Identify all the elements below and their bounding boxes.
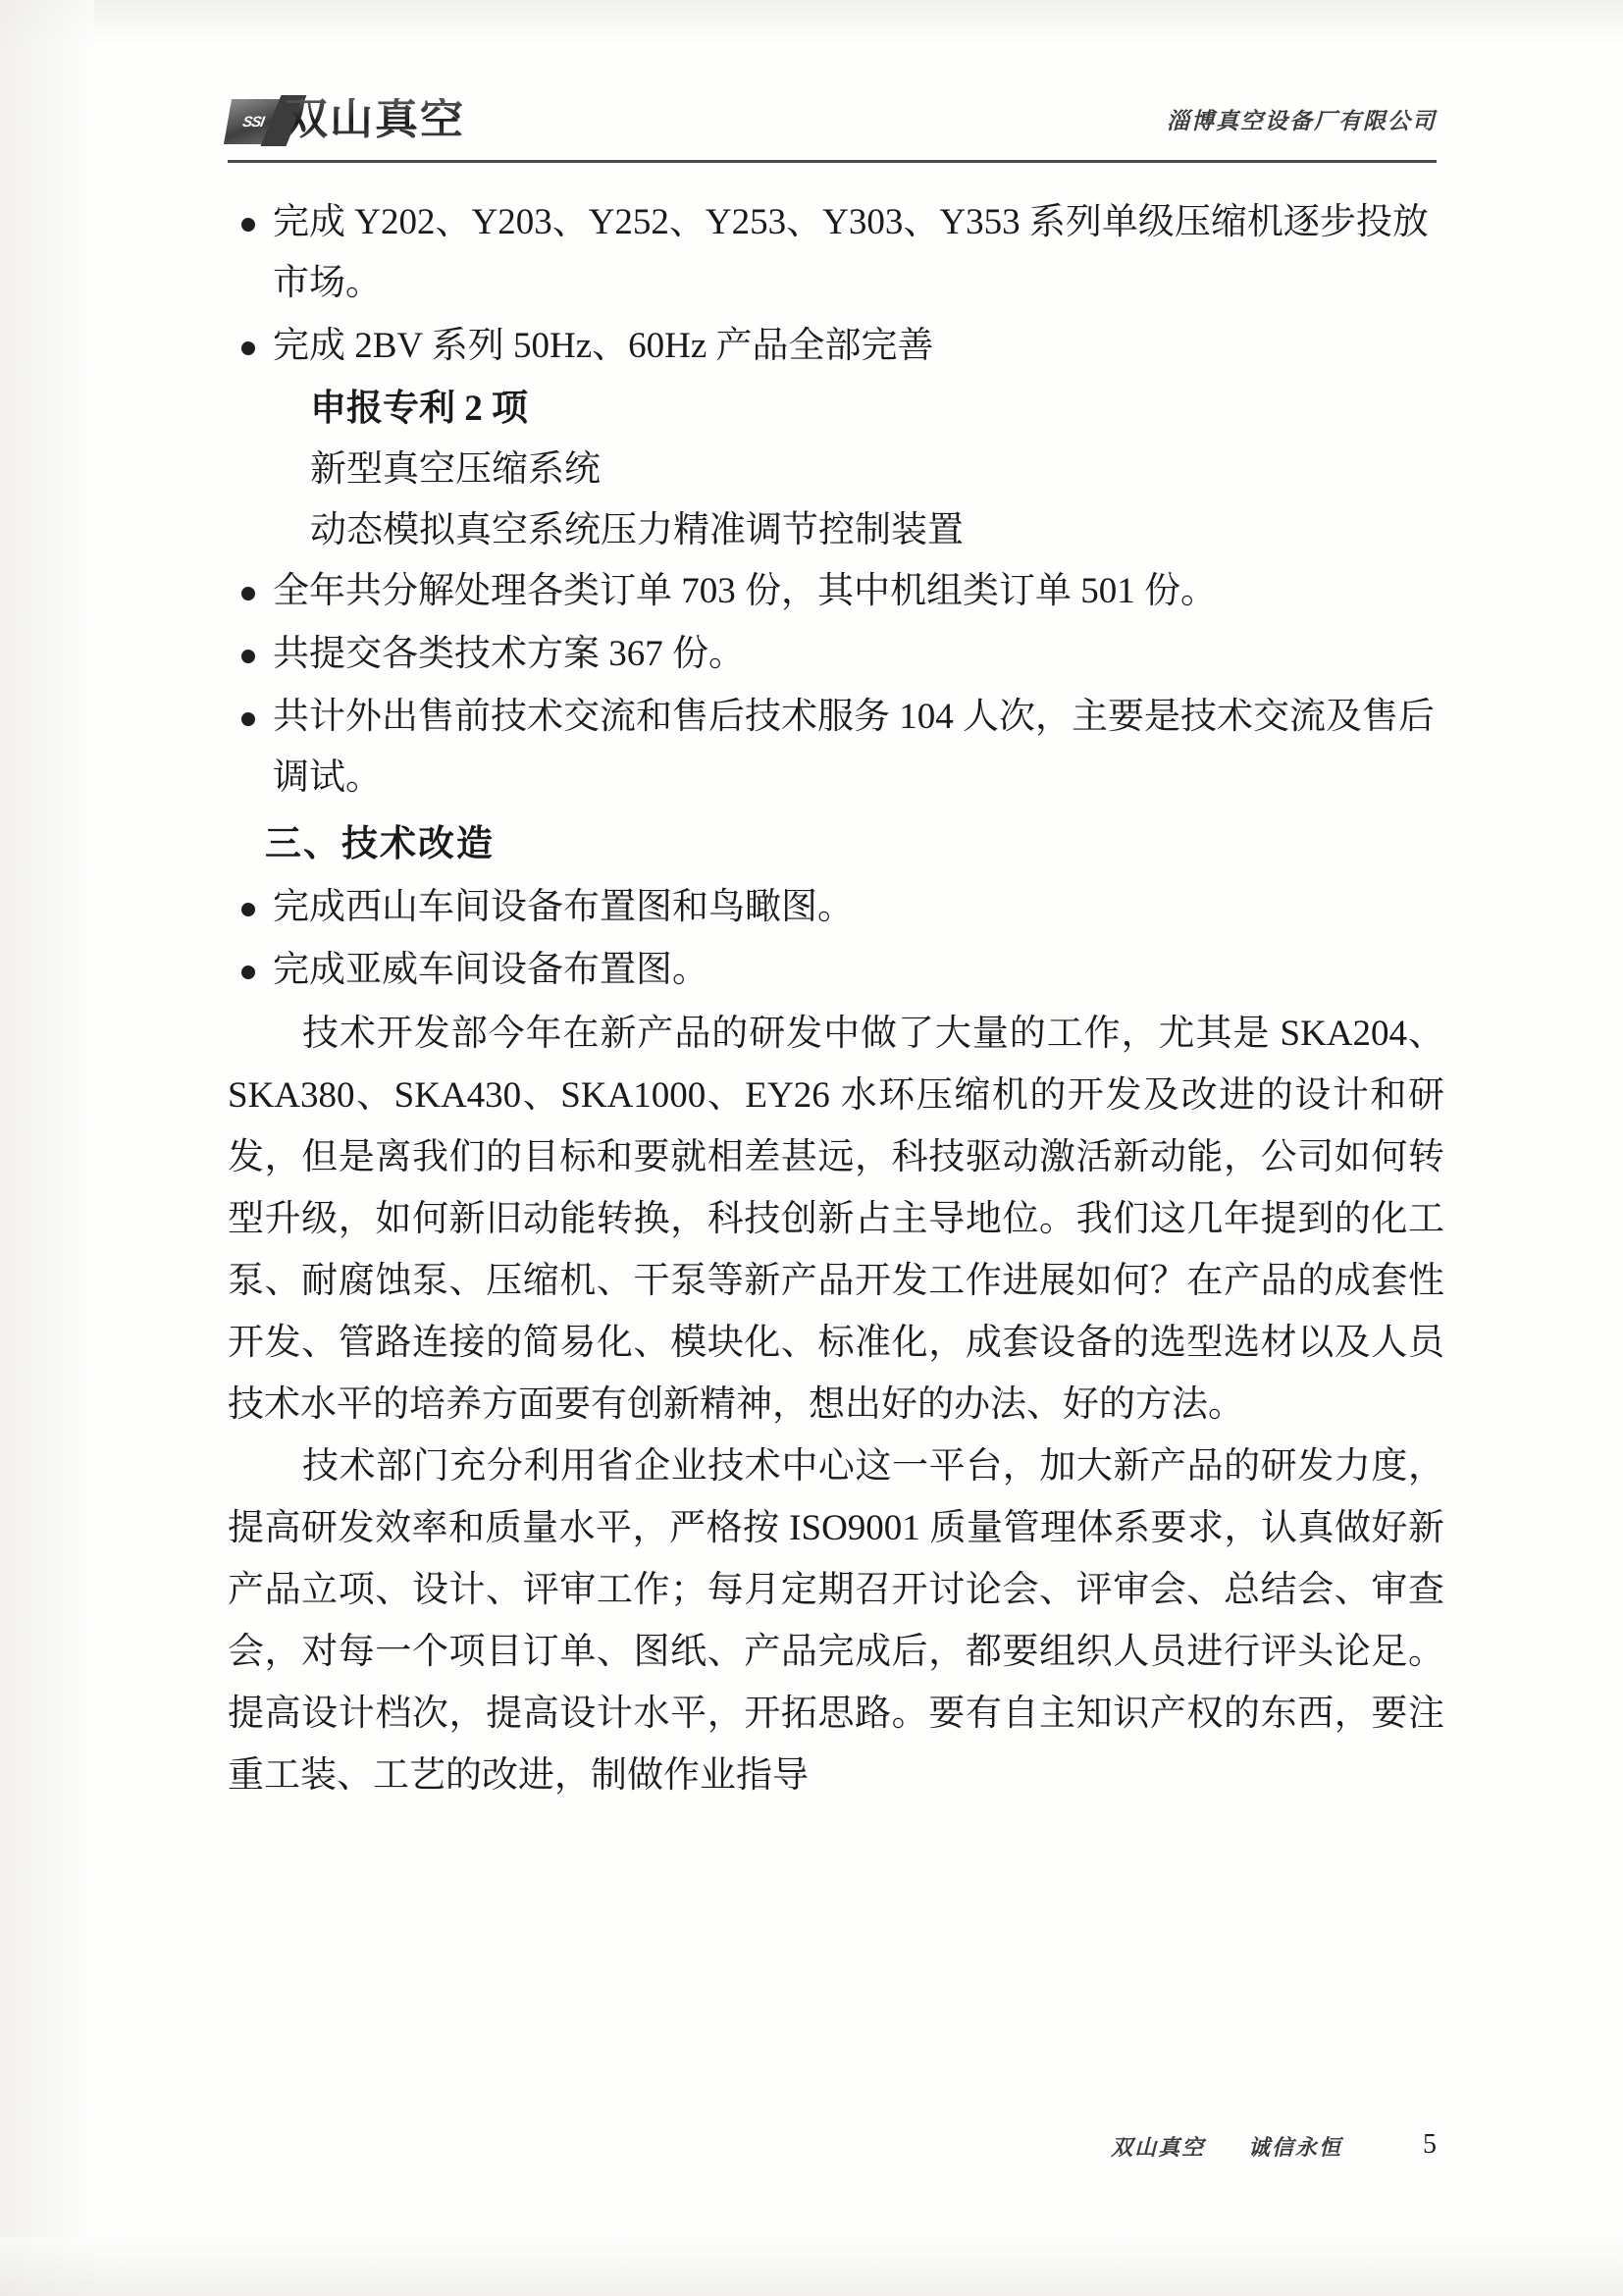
- company-name: 淄博真空设备厂有限公司: [1167, 109, 1437, 134]
- scan-edge-bottom: [0, 2237, 1623, 2296]
- list-item: [228, 877, 1444, 938]
- page-footer: [228, 2131, 1437, 2170]
- list-item-text: 完成西山车间设备布置图和鸟瞰图。: [273, 887, 854, 927]
- patent-item: 动态模拟真空系统压力精准调节控制装置: [310, 510, 964, 550]
- document-body: [228, 192, 1444, 1806]
- list-item: [228, 624, 1444, 685]
- scan-edge-left: [0, 0, 94, 2296]
- logo-badge: SSI: [224, 99, 283, 144]
- patent-heading: 申报专利 2 项: [310, 389, 528, 429]
- list-item: [228, 561, 1444, 622]
- body-paragraph: 技术开发部今年在新产品的研发中做了大量的工作，尤其是 SKA204、SKA380、SKA430、SKA1000、EY26 水环压缩机的开发及改进的设计和研发，但是离我们的目标和要就相差甚远，科技驱动激活新动能，公司如何转型升级，如何新旧动能转换，科技创新占主导地位。我们这几年提到的化工泵、耐腐蚀泵、压缩机、干泵等新产品开发工作进展如何？在产品的成套性开发、管路连接的简易化、模块化、标准化，成套设备的选型选材以及人员技术水平的培养方面要有创新精神，想出好的办法、好的方法。: [228, 1014, 1444, 1425]
- list-item-text: 全年共分解处理各类订单 703 份，其中机组类订单 501 份。: [273, 571, 1217, 611]
- footer-slogan-left: 双山真空: [1111, 2136, 1206, 2161]
- logo-text: 双山真空: [285, 94, 465, 144]
- list-item: [228, 192, 1444, 314]
- company-logo: [228, 93, 527, 150]
- list-item: [228, 687, 1444, 809]
- body-paragraph: 技术部门充分利用省企业技术中心这一平台，加大新产品的研发力度，提高研发效率和质量水平，严格按 ISO9001 质量管理体系要求，认真做好新产品立项、设计、评审工作；每月定期召开讨论会、评审会、总结会、审查会，对每一个项目订单、图纸、产品完成后，都要组织人员进行评头论足。提高设计档次，提高设计水平，开拓思路。要有自主知识产权的东西，要注重工装、工艺的改进，制做作业指导: [228, 1446, 1444, 1796]
- header-divider: [228, 160, 1437, 163]
- section-heading: 三、技术改造: [265, 824, 495, 864]
- scan-edge-top: [0, 0, 1623, 45]
- list-item-text: 完成 Y202、Y203、Y252、Y253、Y303、Y353 系列单级压缩机逐步投放市场。: [273, 202, 1429, 303]
- list-item: [228, 316, 1444, 377]
- patent-item: 新型真空压缩系统: [310, 449, 601, 490]
- list-item-text: 完成 2BV 系列 50Hz、60Hz 产品全部完善: [273, 326, 934, 366]
- page-number: 5: [1423, 2129, 1437, 2160]
- footer-slogan-right: 诚信永恒: [1247, 2136, 1342, 2161]
- list-item-text: 共提交各类技术方案 367 份。: [273, 634, 745, 674]
- footer-slogan: [1111, 2131, 1342, 2162]
- list-item-text: 共计外出售前技术交流和售后技术服务 104 人次，主要是技术交流及售后调试。: [273, 697, 1435, 798]
- list-item: [228, 940, 1444, 1001]
- list-item-text: 完成亚威车间设备布置图。: [273, 950, 708, 990]
- page-header: [228, 93, 1437, 162]
